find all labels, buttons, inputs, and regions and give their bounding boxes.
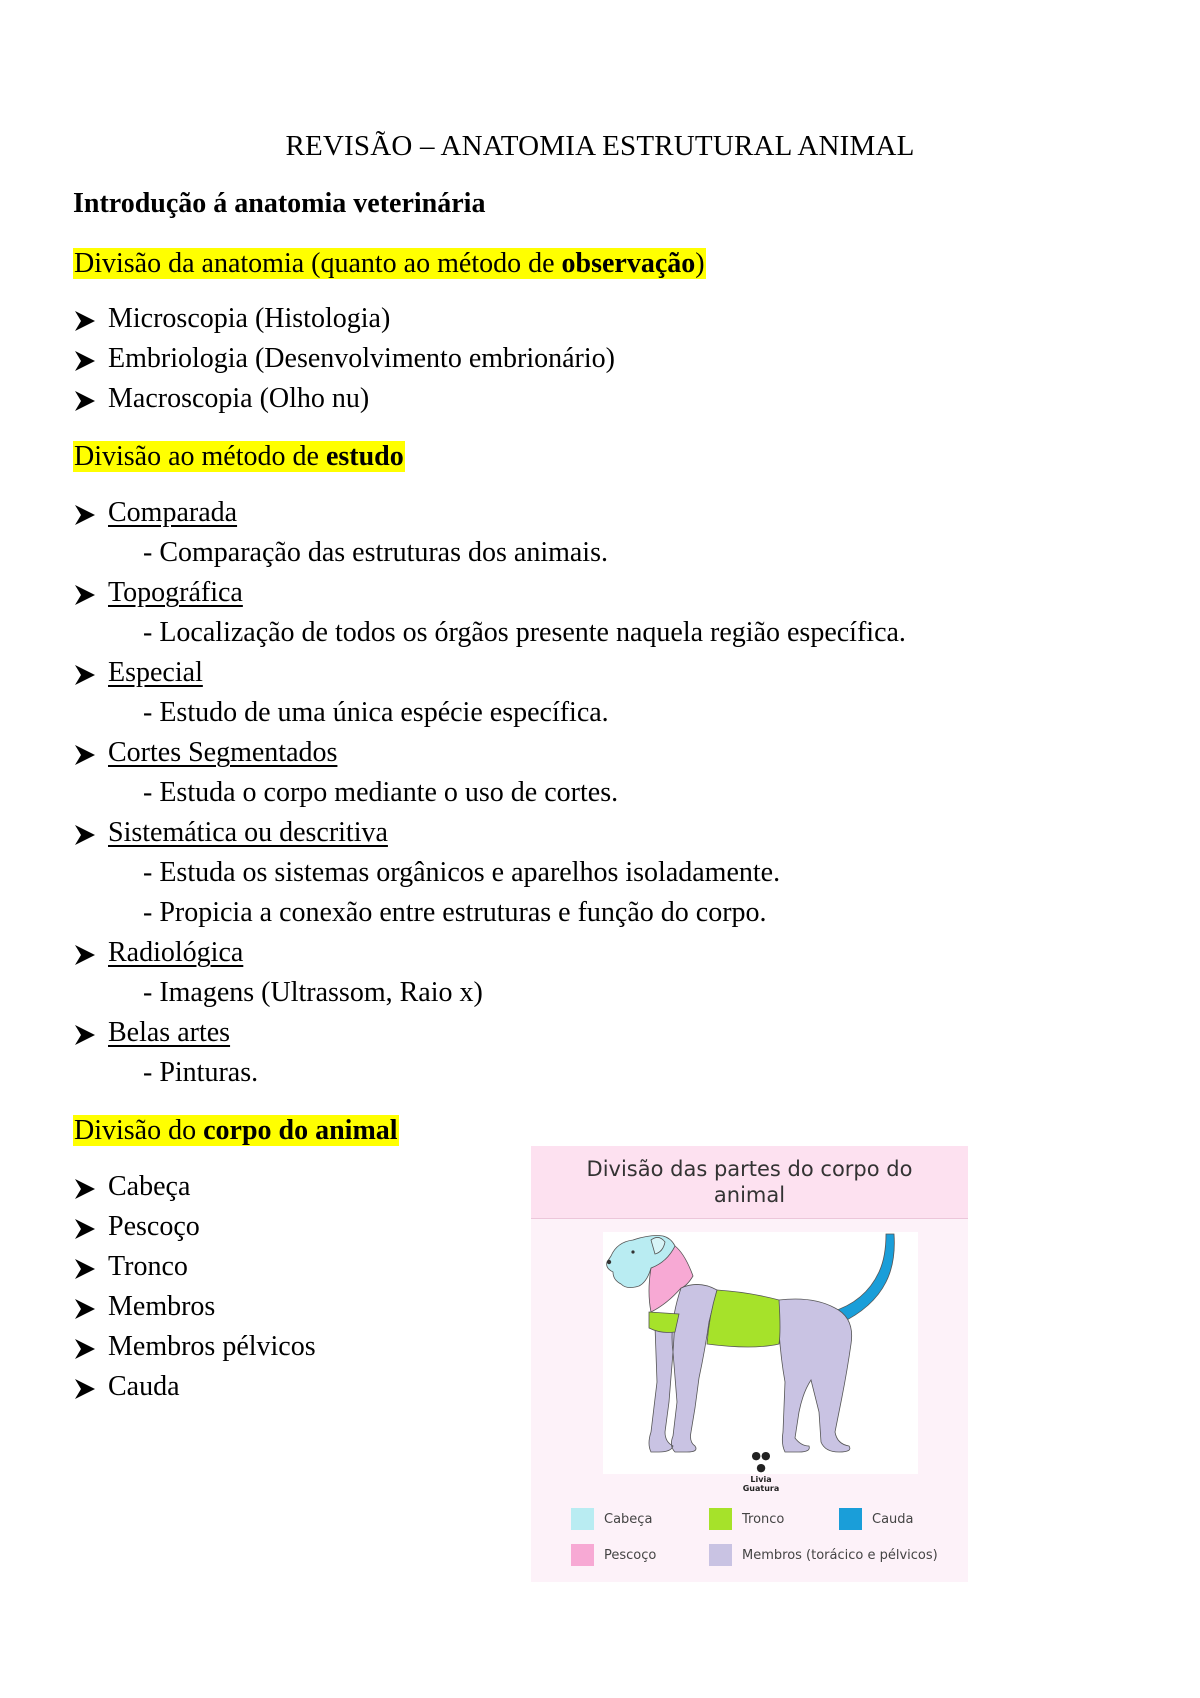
list-item: Cortes Segmentados	[73, 733, 906, 773]
arrow-bullet-icon	[73, 663, 108, 687]
list-item: Membros pélvicos	[73, 1327, 316, 1367]
arrow-bullet-icon	[73, 1023, 108, 1047]
list-item-detail: - Localização de todos os órgãos presente naquela região específica.	[143, 617, 906, 648]
list-item-detail: - Estuda os sistemas orgânicos e aparelhos isoladamente.	[143, 857, 781, 888]
arrow-bullet-icon	[73, 389, 108, 413]
heading-bold: corpo do animal	[203, 1115, 398, 1146]
legend-swatch	[839, 1508, 862, 1530]
body-division-infographic	[531, 1146, 968, 1582]
list-item-detail: - Estuda o corpo mediante o uso de cortes.	[143, 777, 619, 808]
arrow-bullet-icon	[73, 743, 108, 767]
document-title: REVISÃO – ANATOMIA ESTRUTURAL ANIMAL	[285, 130, 915, 162]
watermark: ●● ● Livia Guatura	[731, 1450, 791, 1493]
heading-text: Divisão do	[74, 1115, 204, 1146]
infographic-header	[531, 1146, 968, 1219]
hind-limbs-region	[779, 1299, 852, 1452]
dog-illustration	[603, 1232, 918, 1493]
arrow-bullet-icon	[73, 1177, 108, 1201]
arrow-bullet-icon	[73, 503, 108, 527]
arrow-bullet-icon	[73, 1217, 108, 1241]
list-item: Cabeça	[73, 1167, 316, 1207]
nose-icon	[607, 1260, 611, 1264]
heading-text: Divisão ao método de	[74, 441, 326, 472]
legend-swatch	[571, 1544, 594, 1566]
list-item-detail: - Estudo de uma única espécie específica.	[143, 697, 609, 728]
legend-swatch	[571, 1508, 594, 1530]
arrow-bullet-icon	[73, 1377, 108, 1401]
fore-limbs-region	[649, 1284, 717, 1452]
tail-region	[831, 1234, 894, 1324]
list-item: Sistemática ou descritiva	[73, 813, 906, 853]
heading-text: )	[695, 248, 705, 279]
arrow-bullet-icon	[73, 943, 108, 967]
list-item-detail: - Propicia a conexão entre estruturas e função do corpo.	[143, 897, 767, 928]
list-item: Especial	[73, 653, 906, 693]
legend-item-cabeca: Cabeça	[571, 1508, 652, 1530]
list-item: Comparada	[73, 493, 906, 533]
dog-silhouette-icon	[603, 1232, 918, 1474]
arrow-bullet-icon	[73, 1257, 108, 1281]
arrow-bullet-icon	[73, 349, 108, 373]
heading-bold: estudo	[325, 441, 404, 472]
legend-item-membros: Membros (torácico e pélvicos)	[709, 1544, 938, 1566]
legend-swatch	[709, 1544, 732, 1566]
legend-swatch	[709, 1508, 732, 1530]
heading-bold: observação	[561, 248, 696, 279]
section-heading-body	[73, 1112, 399, 1150]
section-heading-study	[73, 438, 405, 476]
list-item-detail: - Imagens (Ultrassom, Raio x)	[143, 977, 483, 1008]
study-list	[73, 493, 906, 1093]
list-item: Pescoço	[73, 1207, 316, 1247]
arrow-bullet-icon	[73, 1337, 108, 1361]
legend-item-cauda: Cauda	[839, 1508, 914, 1530]
body-parts-list	[73, 1167, 316, 1407]
paw-icon: ●● ●	[751, 1449, 771, 1474]
arrow-bullet-icon	[73, 583, 108, 607]
heading-text: Divisão da anatomia (quanto ao método de	[74, 248, 562, 279]
eye-icon	[631, 1250, 634, 1253]
observation-list	[73, 299, 615, 419]
list-item: Microscopia (Histologia)	[73, 299, 615, 339]
list-item: Belas artes	[73, 1013, 906, 1053]
list-item: Radiológica	[73, 933, 906, 973]
list-item-detail: - Pinturas.	[143, 1057, 259, 1088]
legend-item-tronco: Tronco	[709, 1508, 784, 1530]
section-heading-observation	[73, 245, 706, 283]
arrow-bullet-icon	[73, 309, 108, 333]
infographic-title: Divisão das partes do corpo do animal	[586, 1157, 913, 1207]
arrow-bullet-icon	[73, 823, 108, 847]
intro-heading: Introdução á anatomia veterinária	[73, 188, 486, 219]
list-item: Membros	[73, 1287, 316, 1327]
list-item: Topográfica	[73, 573, 906, 613]
arrow-bullet-icon	[73, 1297, 108, 1321]
list-item: Embriologia (Desenvolvimento embrionário)	[73, 339, 615, 379]
list-item: Cauda	[73, 1367, 316, 1407]
list-item: Tronco	[73, 1247, 316, 1287]
legend-item-pescoco: Pescoço	[571, 1544, 656, 1566]
list-item-detail: - Comparação das estruturas dos animais.	[143, 537, 608, 568]
list-item: Macroscopia (Olho nu)	[73, 379, 615, 419]
